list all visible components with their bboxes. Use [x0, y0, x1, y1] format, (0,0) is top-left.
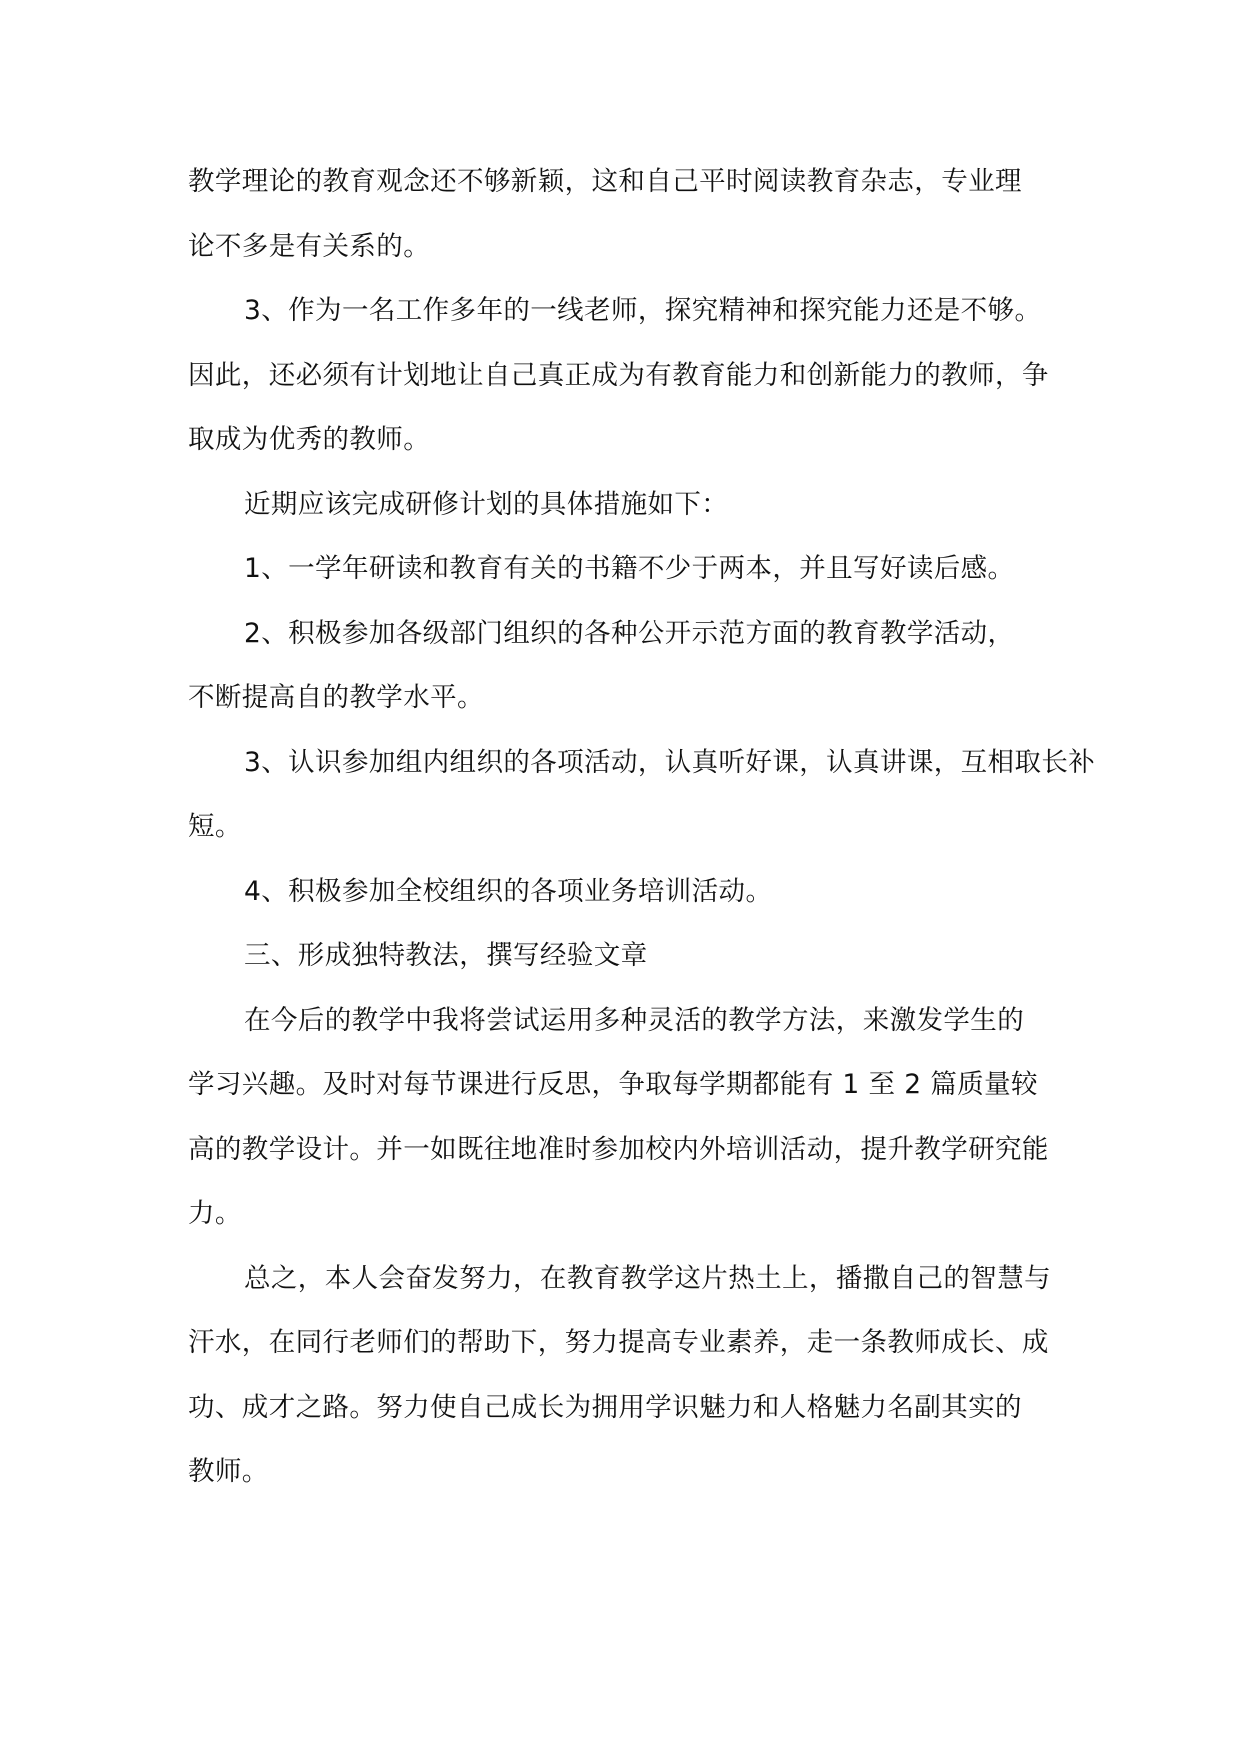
text-line: 2、积极参加各级部门组织的各种公开示范方面的教育教学活动，: [244, 617, 1015, 649]
text-line: 3、作为一名工作多年的一线老师，探究精神和探究能力还是不够。: [244, 295, 1042, 326]
text-line: 不断提高自的教学水平。: [188, 682, 484, 713]
paragraph-10: [188, 1247, 1055, 1505]
paragraph-7: [188, 860, 1055, 925]
text-line: 因此，还必须有计划地让自己真正成为有教育能力和创新能力的教师，争: [188, 359, 1049, 391]
paragraph-9: [188, 989, 1055, 1247]
text-line: 在今后的教学中我将尝试运用多种灵活的教学方法，来激发学生的: [244, 1004, 1025, 1036]
text-line: 力。: [188, 1198, 242, 1229]
text-line: 近期应该完成研修计划的具体措施如下：: [244, 488, 729, 520]
text-line: 教学理论的教育观念还不够新颖，这和自己平时阅读教育杂志，专业理: [188, 166, 1022, 197]
paragraph-5: [188, 602, 1055, 731]
paragraph-4: [188, 537, 1055, 602]
paragraph-2: [188, 279, 1055, 473]
text-line: 论不多是有关系的。: [188, 230, 431, 262]
text-line: 总之，本人会奋发努力，在教育教学这片热土上，播撒自己的智慧与: [244, 1262, 1051, 1294]
text-line: 3、认识参加组内组织的各项活动，认真听好课，认真讲课，互相取长补: [244, 746, 1096, 778]
text-line: 4、积极参加全校组织的各项业务培训活动。: [244, 875, 773, 907]
paragraph-3: [188, 473, 1055, 538]
paragraph-1: [188, 150, 1055, 279]
text-line: 取成为优秀的教师。: [188, 424, 431, 455]
text-line: 教师。: [188, 1456, 269, 1487]
section-heading: [188, 924, 1055, 989]
paragraph-6: [188, 731, 1096, 860]
text-line: 高的教学设计。并一如既往地准时参加校内外培训活动，提升教学研究能: [188, 1133, 1049, 1165]
text-line: 功、成才之路。努力使自己成长为拥用学识魅力和人格魅力名副其实的: [188, 1391, 1022, 1423]
text-line: 短。: [188, 811, 242, 842]
text-line: 学习兴趣。及时对每节课进行反思，争取每学期都能有 1 至 2 篇质量较: [188, 1069, 1038, 1100]
text-line: 三、形成独特教法，撰写经验文章: [244, 940, 648, 971]
document-body: [188, 150, 1096, 1505]
text-line: 1、一学年研读和教育有关的书籍不少于两本，并且写好读后感。: [244, 553, 1015, 584]
text-line: 汗水，在同行老师们的帮助下，努力提高专业素养，走一条教师成长、成: [188, 1327, 1049, 1358]
